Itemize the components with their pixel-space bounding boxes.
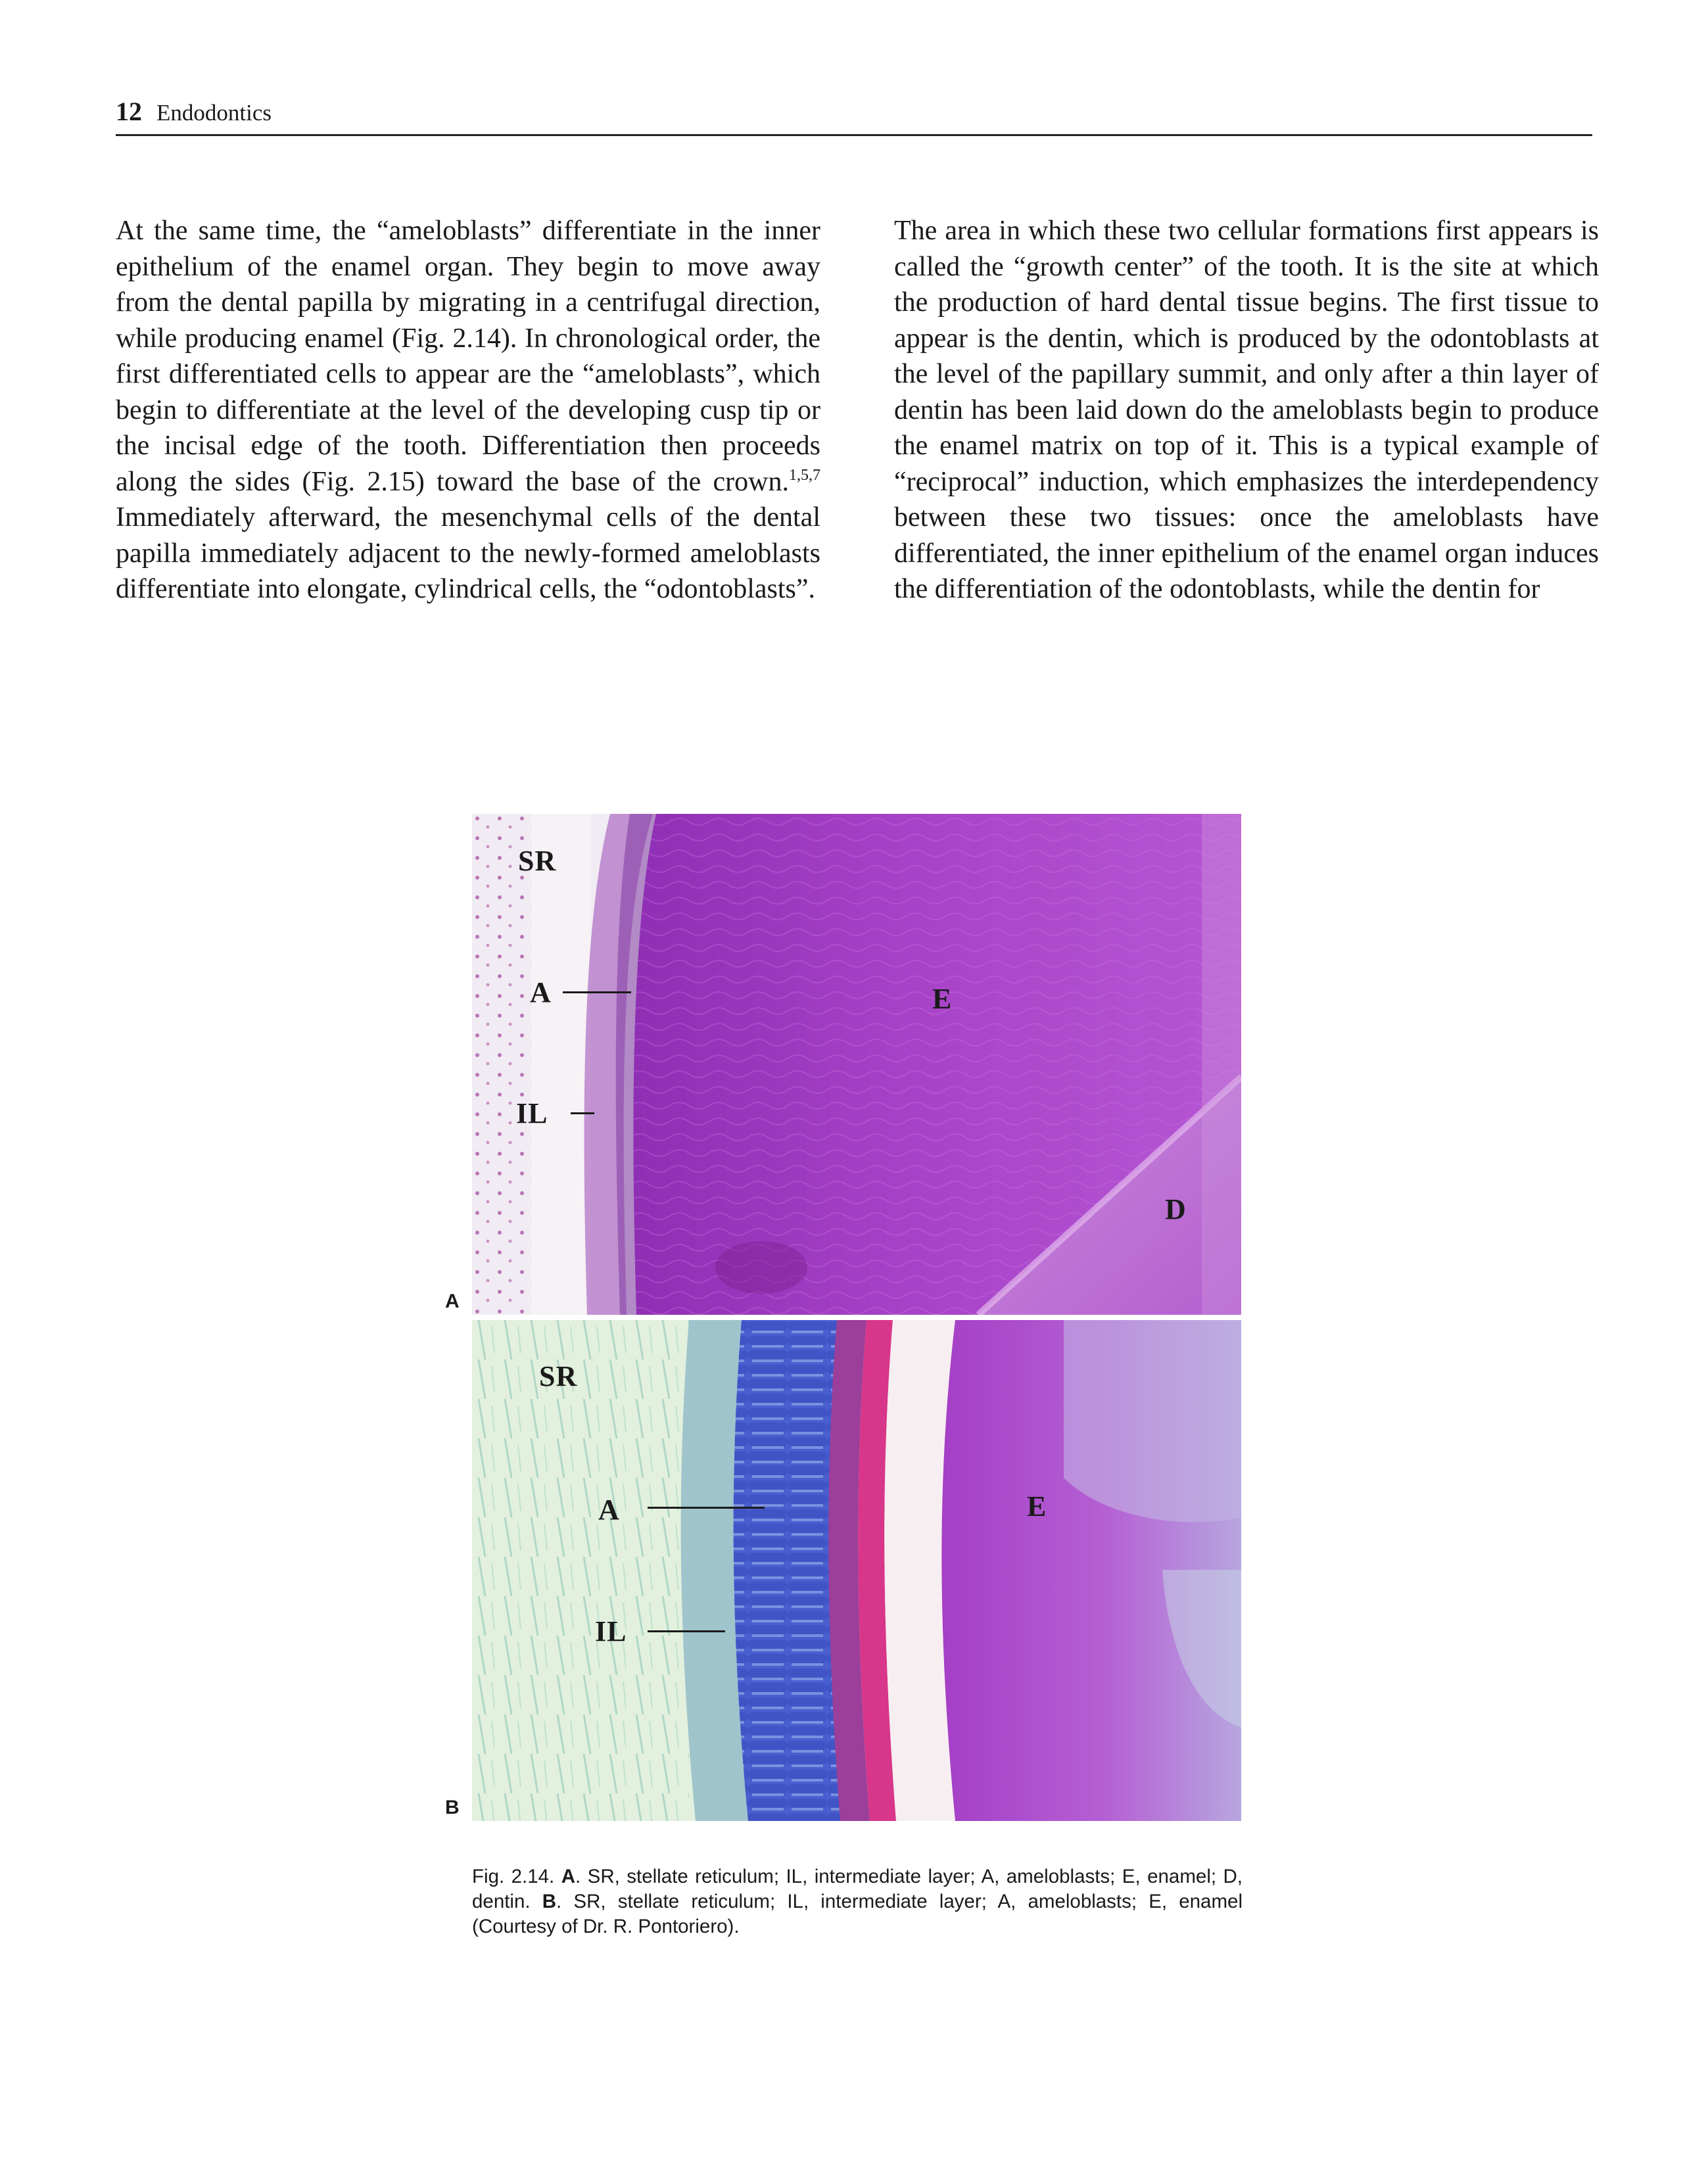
micrograph-panel-a (472, 814, 1241, 1315)
panel-b-label-il: IL (595, 1615, 627, 1647)
running-title: Endodontics (156, 100, 272, 126)
caption-fig-number: Fig. 2.14. (472, 1866, 555, 1887)
caption-a-text: . SR, stellate reticulum; IL, intermediate layer; A, ameloblasts; E, enamel; D, dentin. (472, 1866, 1243, 1912)
right-paragraph: The area in which these two cellular formations first appears is called the “growth center” of the tooth. It is the site at which the production of hard dental tissue begins. The first tissue to appear is the dentin, which is produced by the odontoblasts at the level of the papillary summit, and only after a thin layer of dentin has been laid down do the ameloblasts begin to produce the enamel matrix on top of it. This is a typical example of “reciprocal” induction, which emphasizes the interdependency between these two tissues: once the ameloblasts have differentiated, the inner epithelium of the enamel organ induces the differentiation of the odontoblasts, while the dentin for (894, 216, 1599, 604)
micrograph-a-image (472, 814, 1241, 1315)
page-number: 12 (116, 97, 142, 126)
panel-a-leader-a (563, 991, 631, 993)
micrograph-panel-b (472, 1320, 1241, 1821)
panel-a-leader-il (571, 1112, 594, 1114)
panel-b-label-a: A (598, 1494, 620, 1526)
citation: 1,5,7 (789, 466, 820, 484)
panel-b-label-e: E (1027, 1490, 1047, 1523)
panel-a-label-e: E (932, 983, 953, 1015)
panel-a-label-d: D (1165, 1193, 1187, 1225)
right-column (894, 213, 1599, 607)
running-head (116, 97, 1592, 136)
left-paragraph (116, 213, 820, 607)
panel-b-leader-il (648, 1630, 725, 1632)
panel-b-label-sr: SR (539, 1360, 578, 1392)
left-column (116, 213, 820, 607)
figure-caption (472, 1864, 1243, 1939)
left-text-1: At the same time, the “ameloblasts” differentiate in the inner epithelium of the enamel organ. They begin to move away from the dental papilla by migrating in a centrifugal direction, while producing enamel (Fig. 2.14). In chronological order, the first differentiated cells to appear are the “ameloblasts”, which begin to differentiate at the level of the developing cusp tip or the incisal edge of the tooth. Differentiation then proceeds along the sides (Fig. 2.15) toward the base of the crown. (116, 216, 820, 497)
panel-a-tag: A (445, 1290, 460, 1312)
micrograph-b-image (472, 1320, 1241, 1821)
panel-b-tag: B (445, 1797, 460, 1818)
caption-b-text: . SR, stellate reticulum; IL, intermediate layer; A, ameloblasts; E, enamel (Courtesy of Dr. R. Pontoriero). (472, 1891, 1243, 1937)
panel-b-leader-a (648, 1507, 765, 1509)
panel-a-label-sr: SR (518, 845, 557, 877)
panel-a-label-a: A (530, 976, 552, 1008)
caption-b-tag: B (542, 1891, 557, 1912)
caption-a-tag: A (561, 1866, 575, 1887)
panel-a-label-il: IL (516, 1097, 548, 1129)
left-text-2: Immediately afterward, the mesenchymal cells of the dental papilla immediately adjacent to the newly-formed ameloblasts differentiate into elongate, cylindrical cells, the “odontoblasts”. (116, 502, 820, 604)
